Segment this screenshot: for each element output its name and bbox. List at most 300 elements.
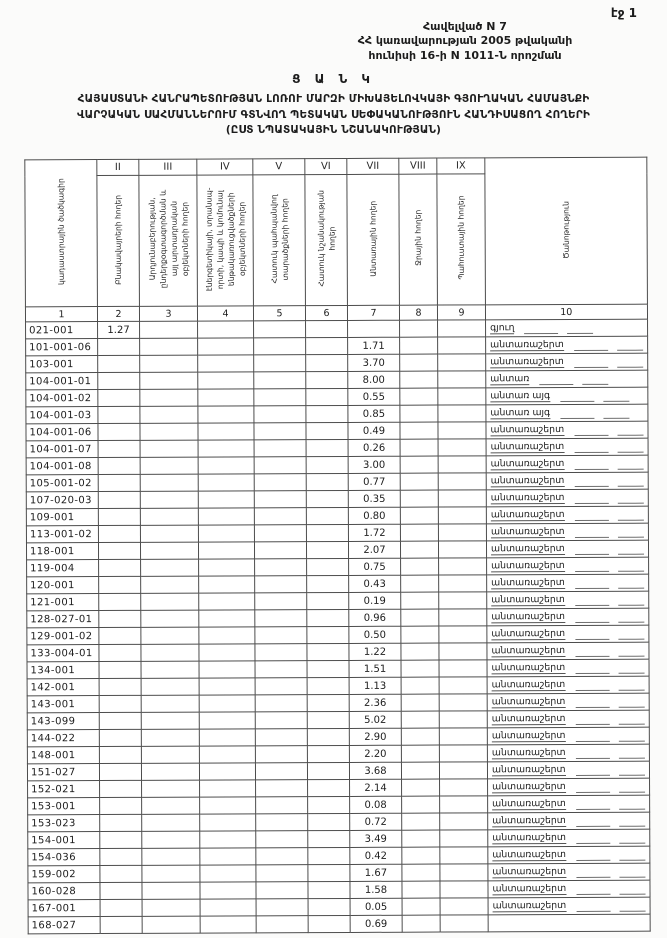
roman-numeral-IX: IX	[437, 158, 485, 174]
note-cell	[486, 472, 648, 490]
note-text: անտառաշերտ	[491, 577, 565, 589]
infrastructure-value-cell	[198, 491, 254, 508]
reserve-value-cell	[439, 575, 487, 592]
residential-value-cell	[100, 831, 142, 848]
appendix-line-1: Հավելված N 7	[423, 20, 507, 33]
note-underline	[575, 647, 609, 657]
cadastral-code-cell: 151-027	[27, 764, 99, 781]
protected-areas-value-cell	[254, 355, 306, 372]
note-underline	[575, 545, 609, 555]
forest-value-cell: 0.96	[349, 609, 401, 626]
protected-areas-value-cell	[255, 559, 307, 576]
note-cell	[487, 625, 649, 643]
forest-value-cell: 0.50	[349, 626, 401, 643]
note-text: անտառաշերտ	[490, 492, 565, 504]
note-text: անտառաշերտ	[492, 883, 567, 895]
note-text: անտառաշերտ	[490, 509, 565, 521]
roman-numeral-VII: VII	[347, 158, 399, 174]
residential-value-cell	[98, 525, 140, 542]
water-value-cell	[401, 592, 439, 609]
reserve-value-cell	[440, 864, 488, 881]
reserve-value-cell	[439, 711, 487, 728]
residential-value-cell	[100, 882, 142, 899]
title-line-2: ՎԱՐՉԱԿԱՆ ՍԱՀՄԱՆՆԵՐՈՒՄ ԳՏՆՎՈՂ ՊԵՏԱԿԱՆ ՍԵՓԱԿԱՆՈՒԹՅՈՒՆ ՀԱՆԴԻՍԱՑՈՂ ՀՈՂԵՐԻ	[76, 108, 591, 121]
cadastral-code-cell: 143-099	[27, 713, 99, 730]
infrastructure-value-cell	[198, 321, 254, 338]
note-text: անտառաշերտ	[490, 441, 565, 453]
column-number: 3	[139, 306, 197, 321]
note-underline	[617, 426, 643, 436]
industrial-value-cell	[142, 814, 200, 831]
note-underline	[603, 392, 629, 402]
protected-areas-value-cell	[256, 916, 308, 933]
note-underline	[617, 460, 643, 470]
water-value-cell	[401, 728, 439, 745]
note-underline	[568, 324, 594, 334]
water-value-cell	[400, 490, 438, 507]
protected-areas-value-cell	[255, 576, 307, 593]
special-purpose-value-cell	[307, 711, 349, 728]
cadastral-code-cell: 159-002	[28, 866, 100, 883]
reserve-value-cell	[440, 779, 488, 796]
residential-value-cell	[100, 814, 142, 831]
column-number: 4	[197, 306, 253, 321]
column-header-infrastructure	[197, 175, 254, 306]
cadastral-code-cell: 148-001	[27, 747, 99, 764]
infrastructure-value-cell	[198, 457, 254, 474]
note-underline	[617, 494, 643, 504]
forest-value-cell: 1.72	[348, 524, 400, 541]
reserve-value-cell	[438, 422, 486, 439]
industrial-value-cell	[140, 321, 198, 338]
note-underline	[574, 358, 608, 368]
note-cell	[486, 353, 648, 371]
infrastructure-value-cell	[199, 746, 255, 763]
infrastructure-value-cell	[200, 865, 256, 882]
column-number: 5	[253, 306, 305, 321]
forest-value-cell: 0.08	[350, 796, 402, 813]
protected-areas-value-cell	[256, 865, 308, 882]
water-value-cell	[400, 388, 438, 405]
column-header-special-purpose	[305, 174, 348, 305]
residential-value-cell	[100, 865, 142, 882]
special-purpose-value-cell	[307, 575, 349, 592]
reserve-value-cell	[438, 507, 486, 524]
note-underline	[618, 613, 644, 623]
water-value-cell	[400, 371, 438, 388]
note-text: անտառ այգ	[490, 390, 551, 402]
forest-value-cell: 2.14	[350, 779, 402, 796]
reserve-value-cell	[438, 439, 486, 456]
note-underline	[560, 392, 594, 402]
column-label-special-purpose: Հատուկ նշանակության հողեր	[315, 190, 337, 287]
water-value-cell	[402, 830, 440, 847]
industrial-value-cell	[141, 695, 199, 712]
list-kicker: Ց Ա Ն Կ	[292, 72, 375, 86]
special-purpose-value-cell	[306, 422, 348, 439]
note-underline	[619, 766, 645, 776]
industrial-value-cell	[141, 712, 199, 729]
special-purpose-value-cell	[306, 337, 348, 354]
infrastructure-value-cell	[199, 729, 255, 746]
forest-value-cell: 1.51	[349, 660, 401, 677]
note-underline	[618, 681, 644, 691]
forest-value-cell: 5.02	[349, 711, 401, 728]
note-cell	[488, 846, 650, 864]
note-underline	[576, 783, 610, 793]
reserve-value-cell	[439, 660, 487, 677]
note-underline	[574, 341, 608, 351]
reserve-value-cell	[439, 609, 487, 626]
infrastructure-value-cell	[198, 542, 254, 559]
infrastructure-value-cell	[199, 661, 255, 678]
note-cell	[488, 897, 650, 915]
water-value-cell	[401, 643, 439, 660]
water-value-cell	[400, 524, 438, 541]
appendix-line-2: ՀՀ կառավարության 2005 թվականի	[357, 34, 573, 48]
roman-numeral-VIII: VIII	[399, 158, 437, 174]
note-underline	[619, 749, 645, 759]
note-text: անտառաշերտ	[491, 560, 565, 572]
note-text: անտառաշերտ	[491, 662, 566, 674]
note-underline	[575, 596, 609, 606]
note-underline	[575, 664, 609, 674]
column-label-cadastral-code: կադաստրային ծածկագիր	[56, 178, 66, 286]
forest-value-cell: 0.05	[350, 898, 402, 915]
note-underline	[575, 579, 609, 589]
infrastructure-value-cell	[198, 372, 254, 389]
note-underline	[575, 630, 609, 640]
residential-value-cell	[100, 848, 142, 865]
industrial-value-cell	[141, 576, 199, 593]
column-label-residential: Բնակավայրերի հողեր	[113, 194, 123, 285]
note-underline	[574, 460, 608, 470]
industrial-value-cell	[140, 491, 198, 508]
industrial-value-cell	[141, 610, 199, 627]
forest-value-cell: 0.85	[348, 405, 400, 422]
note-underline	[576, 800, 610, 810]
note-text: անտառաշերտ	[492, 849, 566, 861]
industrial-value-cell	[142, 780, 200, 797]
note-text: անտառաշերտ	[491, 645, 566, 657]
industrial-value-cell	[141, 644, 199, 661]
special-purpose-value-cell	[306, 490, 348, 507]
reserve-value-cell	[438, 473, 486, 490]
forest-value-cell: 2.90	[349, 728, 401, 745]
note-cell	[486, 455, 648, 473]
reserve-value-cell	[440, 915, 488, 932]
infrastructure-value-cell	[199, 576, 255, 593]
note-text: անտառաշերտ	[490, 356, 564, 368]
protected-areas-value-cell	[254, 508, 306, 525]
roman-numeral-III: III	[139, 159, 197, 175]
special-purpose-value-cell	[306, 473, 348, 490]
residential-value-cell	[100, 797, 142, 814]
residential-value-cell	[98, 508, 140, 525]
reserve-value-cell	[438, 405, 486, 422]
forest-value-cell: 0.19	[349, 592, 401, 609]
special-purpose-value-cell	[308, 796, 350, 813]
residential-value-cell	[98, 372, 140, 389]
note-text: անտառաշերտ	[491, 628, 566, 640]
reserve-value-cell	[439, 558, 487, 575]
column-label-industrial: Արդյունաբերության, ընդերքօգտագործման և այլ արտադրական օբյեկտների հողեր	[146, 189, 190, 289]
special-purpose-value-cell	[306, 371, 348, 388]
note-underline	[575, 562, 609, 572]
land-parcels-table	[24, 157, 650, 935]
forest-value-cell: 3.68	[349, 762, 401, 779]
protected-areas-value-cell	[256, 882, 308, 899]
reserve-value-cell	[439, 694, 487, 711]
residential-value-cell	[99, 695, 141, 712]
note-underline	[560, 409, 594, 419]
infrastructure-value-cell	[199, 627, 255, 644]
forest-value-cell: 0.55	[348, 388, 400, 405]
note-underline	[619, 834, 645, 844]
cadastral-code-cell: 103-001	[26, 356, 98, 373]
special-purpose-value-cell	[307, 677, 349, 694]
column-header-note	[485, 157, 647, 305]
protected-areas-value-cell	[254, 457, 306, 474]
industrial-value-cell	[140, 474, 198, 491]
industrial-value-cell	[140, 372, 198, 389]
cadastral-code-cell: 021-001	[26, 322, 98, 339]
note-cell	[486, 387, 648, 405]
roman-numeral-IV: IV	[197, 159, 253, 175]
special-purpose-value-cell	[308, 813, 350, 830]
water-value-cell	[401, 626, 439, 643]
column-header-industrial	[139, 175, 198, 306]
residential-value-cell	[98, 406, 140, 423]
water-value-cell	[401, 694, 439, 711]
note-text: անտառաշերտ	[492, 781, 566, 793]
residential-value-cell	[98, 338, 140, 355]
note-cell	[487, 608, 649, 626]
water-value-cell	[400, 320, 438, 337]
note-underline	[618, 562, 644, 572]
infrastructure-value-cell	[198, 423, 254, 440]
special-purpose-value-cell	[307, 558, 349, 575]
cadastral-code-cell: 121-001	[27, 594, 99, 611]
note-text: անտառաշերտ	[491, 747, 566, 759]
note-cell	[486, 404, 648, 422]
protected-areas-value-cell	[255, 695, 307, 712]
protected-areas-value-cell	[255, 712, 307, 729]
industrial-value-cell	[140, 423, 198, 440]
note-text: անտառաշերտ	[490, 526, 565, 538]
note-cell	[487, 676, 649, 694]
reserve-value-cell	[440, 796, 488, 813]
industrial-value-cell	[142, 848, 200, 865]
column-number: 7	[347, 305, 399, 320]
cadastral-code-cell: 134-001	[27, 662, 99, 679]
water-value-cell	[400, 354, 438, 371]
reserve-value-cell	[440, 898, 488, 915]
forest-value-cell: 1.67	[350, 864, 402, 881]
note-underline	[575, 715, 609, 725]
industrial-value-cell	[141, 746, 199, 763]
special-purpose-value-cell	[306, 320, 348, 337]
protected-areas-value-cell	[256, 797, 308, 814]
water-value-cell	[402, 915, 440, 932]
column-label-reserve: Պահուստային հողեր	[456, 195, 466, 281]
column-label-protected-areas: Հատուկ պահպանվող տարածքների հողեր	[268, 194, 290, 284]
column-header-residential	[97, 175, 140, 306]
reserve-value-cell	[438, 524, 486, 541]
protected-areas-value-cell	[255, 644, 307, 661]
special-purpose-value-cell	[306, 456, 348, 473]
industrial-value-cell	[140, 406, 198, 423]
note-cell	[486, 523, 648, 541]
forest-value-cell: 2.20	[349, 745, 401, 762]
note-underline	[617, 477, 643, 487]
forest-value-cell: 3.00	[348, 456, 400, 473]
appendix-line-3: հունիսի 16-ի N 1011-Ն որոշման	[368, 48, 562, 62]
residential-value-cell	[98, 542, 140, 559]
residential-value-cell	[100, 780, 142, 797]
note-underline	[575, 681, 609, 691]
column-label-infrastructure: էներգետիկայի, տրանսպ- որտի, կապի և կոմունալ ենթակառուցվածքների օբյեկտների հողեր	[203, 187, 247, 291]
special-purpose-value-cell	[306, 524, 348, 541]
infrastructure-value-cell	[199, 644, 255, 661]
appendix-reference	[290, 20, 640, 63]
note-cell	[488, 778, 650, 796]
note-underline	[575, 613, 609, 623]
water-value-cell	[402, 796, 440, 813]
special-purpose-value-cell	[306, 541, 348, 558]
infrastructure-value-cell	[199, 763, 255, 780]
note-underline	[575, 528, 609, 538]
note-underline	[617, 358, 643, 368]
cadastral-code-cell: 142-001	[27, 679, 99, 696]
note-cell	[487, 642, 649, 660]
water-value-cell	[400, 507, 438, 524]
note-underline	[617, 443, 643, 453]
reserve-value-cell	[439, 745, 487, 762]
note-cell	[488, 914, 650, 932]
reserve-value-cell	[438, 456, 486, 473]
industrial-value-cell	[142, 899, 200, 916]
forest-value-cell	[348, 320, 400, 337]
protected-areas-value-cell	[254, 406, 306, 423]
forest-value-cell: 3.49	[350, 830, 402, 847]
protected-areas-value-cell	[254, 440, 306, 457]
infrastructure-value-cell	[200, 831, 256, 848]
note-cell	[486, 506, 648, 524]
protected-areas-value-cell	[255, 610, 307, 627]
residential-value-cell	[99, 576, 141, 593]
special-purpose-value-cell	[308, 881, 350, 898]
industrial-value-cell	[142, 865, 200, 882]
note-underline	[576, 817, 610, 827]
page-number: էջ 1	[610, 6, 637, 20]
note-underline	[618, 715, 644, 725]
forest-value-cell: 1.22	[349, 643, 401, 660]
protected-areas-value-cell	[255, 729, 307, 746]
cadastral-code-cell: 104-001-01	[26, 373, 98, 390]
industrial-value-cell	[140, 355, 198, 372]
reserve-value-cell	[438, 388, 486, 405]
special-purpose-value-cell	[308, 915, 350, 932]
note-cell	[487, 761, 649, 779]
infrastructure-value-cell	[200, 916, 256, 933]
special-purpose-value-cell	[308, 830, 350, 847]
infrastructure-value-cell	[198, 338, 254, 355]
note-text: անտառաշերտ	[491, 679, 566, 691]
cadastral-code-cell: 104-001-08	[26, 458, 98, 475]
water-value-cell	[401, 558, 439, 575]
note-text: անտառաշերտ	[492, 832, 566, 844]
forest-value-cell: 0.42	[350, 847, 402, 864]
reserve-value-cell	[439, 626, 487, 643]
forest-value-cell: 0.35	[348, 490, 400, 507]
infrastructure-value-cell	[198, 406, 254, 423]
special-purpose-value-cell	[307, 694, 349, 711]
note-underline	[617, 511, 643, 521]
note-underline	[619, 800, 645, 810]
note-underline	[618, 664, 644, 674]
residential-value-cell	[98, 389, 140, 406]
industrial-value-cell	[140, 389, 198, 406]
note-cell	[487, 693, 649, 711]
cadastral-code-cell: 120-001	[27, 577, 99, 594]
forest-value-cell: 2.07	[348, 541, 400, 558]
industrial-value-cell	[140, 440, 198, 457]
cadastral-code-cell: 168-027	[28, 917, 100, 934]
protected-areas-value-cell	[256, 899, 308, 916]
note-cell	[486, 370, 648, 388]
special-purpose-value-cell	[307, 626, 349, 643]
residential-value-cell	[99, 627, 141, 644]
special-purpose-value-cell	[306, 439, 348, 456]
note-text: անտառ այգ	[490, 407, 551, 419]
column-label-water: Ջրային հողեր	[413, 210, 423, 267]
forest-value-cell: 8.00	[348, 371, 400, 388]
column-header-water	[399, 174, 438, 305]
residential-value-cell	[99, 746, 141, 763]
cadastral-code-cell: 128-027-01	[27, 611, 99, 628]
infrastructure-value-cell	[200, 797, 256, 814]
note-text: անտառաշերտ	[490, 475, 565, 487]
column-header-protected-areas	[253, 175, 306, 306]
column-number: 10	[485, 304, 647, 320]
forest-value-cell: 0.69	[350, 915, 402, 932]
cadastral-code-cell: 104-001-06	[26, 424, 98, 441]
forest-value-cell: 0.49	[348, 422, 400, 439]
note-cell	[487, 710, 649, 728]
note-text: անտառաշերտ	[492, 900, 567, 912]
residential-value-cell	[99, 763, 141, 780]
title-line-3: (ԸՍՏ ՆՊԱՏԱԿԱՅԻՆ ՆՇԱՆԱԿՈՒԹՅԱՆ)	[225, 124, 442, 137]
forest-value-cell: 0.72	[350, 813, 402, 830]
special-purpose-value-cell	[307, 728, 349, 745]
protected-areas-value-cell	[254, 389, 306, 406]
industrial-value-cell	[141, 661, 199, 678]
protected-areas-value-cell	[254, 542, 306, 559]
reserve-value-cell	[438, 320, 486, 337]
reserve-value-cell	[439, 592, 487, 609]
column-number: 9	[437, 305, 485, 320]
cadastral-code-cell: 109-001	[26, 509, 98, 526]
note-underline	[574, 443, 608, 453]
note-underline	[618, 647, 644, 657]
protected-areas-value-cell	[256, 780, 308, 797]
forest-value-cell: 1.58	[350, 881, 402, 898]
cadastral-code-cell: 104-001-02	[26, 390, 98, 407]
industrial-value-cell	[142, 797, 200, 814]
industrial-value-cell	[141, 627, 199, 644]
reserve-value-cell	[438, 541, 486, 558]
